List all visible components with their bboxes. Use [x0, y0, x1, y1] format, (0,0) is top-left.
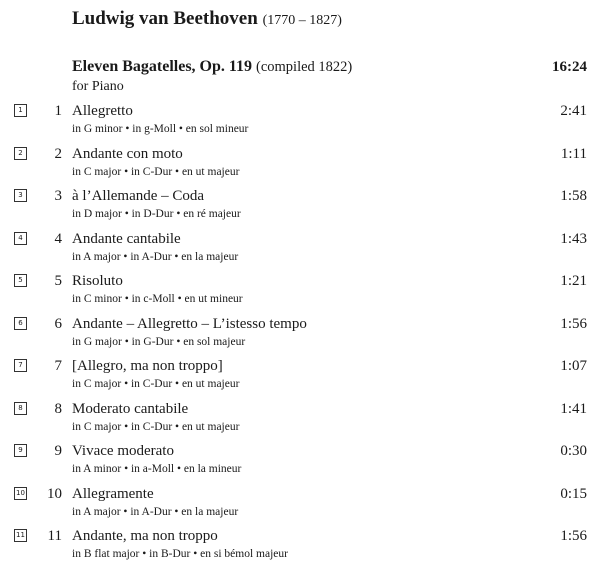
track-duration: 1:21	[560, 273, 587, 289]
track-row[interactable]	[0, 400, 600, 443]
track-row[interactable]	[0, 102, 600, 145]
track-row[interactable]	[0, 315, 600, 358]
track-row[interactable]	[0, 187, 600, 230]
track-title: Risoluto	[72, 273, 123, 289]
track-title: Vivace moderato	[72, 443, 174, 459]
track-duration: 1:07	[560, 358, 587, 374]
track-number: 10	[47, 485, 62, 502]
work-instrument: for Piano	[72, 79, 124, 94]
track-duration: 0:15	[560, 485, 587, 502]
track-row[interactable]	[0, 442, 600, 485]
track-title: Andante con moto	[72, 145, 183, 162]
track-number: 3	[54, 188, 62, 204]
track-duration: 1:41	[560, 400, 587, 417]
track-index-box: 7	[14, 359, 27, 372]
track-number: 6	[54, 315, 62, 332]
work-compiled: (compiled 1822)	[256, 59, 353, 75]
track-key: in A minor • in a-Moll • en la mineur	[72, 463, 242, 475]
track-duration: 2:41	[560, 103, 587, 119]
track-key: in D major • in D-Dur • en ré majeur	[72, 208, 241, 220]
composer-heading	[72, 8, 342, 30]
track-title: Moderato cantabile	[72, 400, 189, 417]
composer-dates: (1770 – 1827)	[262, 13, 342, 28]
track-index-box: 3	[14, 189, 27, 202]
track-index-box: 1	[14, 104, 27, 117]
track-index-box: 11	[14, 529, 27, 542]
track-duration: 1:56	[560, 315, 587, 332]
track-key: in G minor • in g-Moll • en sol mineur	[72, 123, 249, 135]
track-key: in C major • in C-Dur • en ut majeur	[72, 165, 240, 178]
track-number: 2	[54, 145, 62, 162]
track-key: in B flat major • in B-Dur • en si bémol majeur	[72, 548, 288, 560]
track-duration: 1:11	[560, 145, 587, 162]
track-number: 9	[54, 443, 62, 459]
track-title: Andante cantabile	[72, 230, 181, 247]
track-title: Allegramente	[72, 485, 154, 502]
track-index-box: 5	[14, 274, 27, 287]
work-total-duration: 16:24	[552, 59, 587, 75]
track-key: in C major • in C-Dur • en ut majeur	[72, 420, 240, 433]
track-number: 5	[54, 273, 62, 289]
track-key: in A major • in A-Dur • en la majeur	[72, 505, 239, 518]
track-index-box: 10	[14, 487, 27, 500]
track-number: 11	[47, 528, 62, 544]
track-title: Allegretto	[72, 103, 133, 119]
track-row[interactable]	[0, 357, 600, 400]
track-list	[0, 102, 600, 570]
track-key: in G major • in G-Dur • en sol majeur	[72, 335, 246, 348]
track-row[interactable]	[0, 485, 600, 528]
track-row[interactable]	[0, 145, 600, 188]
track-key: in C major • in C-Dur • en ut majeur	[72, 378, 240, 390]
track-number: 1	[54, 103, 62, 119]
track-title: Andante – Allegretto – L’istesso tempo	[72, 315, 307, 332]
track-index-box: 6	[14, 317, 27, 330]
track-duration: 1:56	[560, 528, 587, 544]
track-index-box: 4	[14, 232, 27, 245]
track-title: Andante, ma non troppo	[72, 528, 218, 544]
track-index-box: 9	[14, 444, 27, 457]
work-title	[72, 58, 352, 76]
track-title: à l’Allemande – Coda	[72, 188, 205, 204]
track-duration: 0:30	[560, 443, 587, 459]
track-row[interactable]	[0, 272, 600, 315]
track-number: 8	[54, 400, 62, 417]
track-key: in C minor • in c-Moll • en ut mineur	[72, 293, 243, 305]
composer-name: Ludwig van Beethoven	[72, 8, 258, 29]
track-duration: 1:43	[560, 230, 587, 247]
track-number: 7	[54, 358, 62, 374]
track-row[interactable]	[0, 230, 600, 273]
track-number: 4	[54, 230, 62, 247]
track-index-box: 2	[14, 147, 27, 160]
track-duration: 1:58	[560, 188, 587, 204]
track-row[interactable]	[0, 527, 600, 570]
track-title: [Allegro, ma non troppo]	[72, 358, 223, 374]
work-title-text: Eleven Bagatelles, Op. 119	[72, 58, 252, 75]
track-key: in A major • in A-Dur • en la majeur	[72, 250, 239, 263]
track-index-box: 8	[14, 402, 27, 415]
